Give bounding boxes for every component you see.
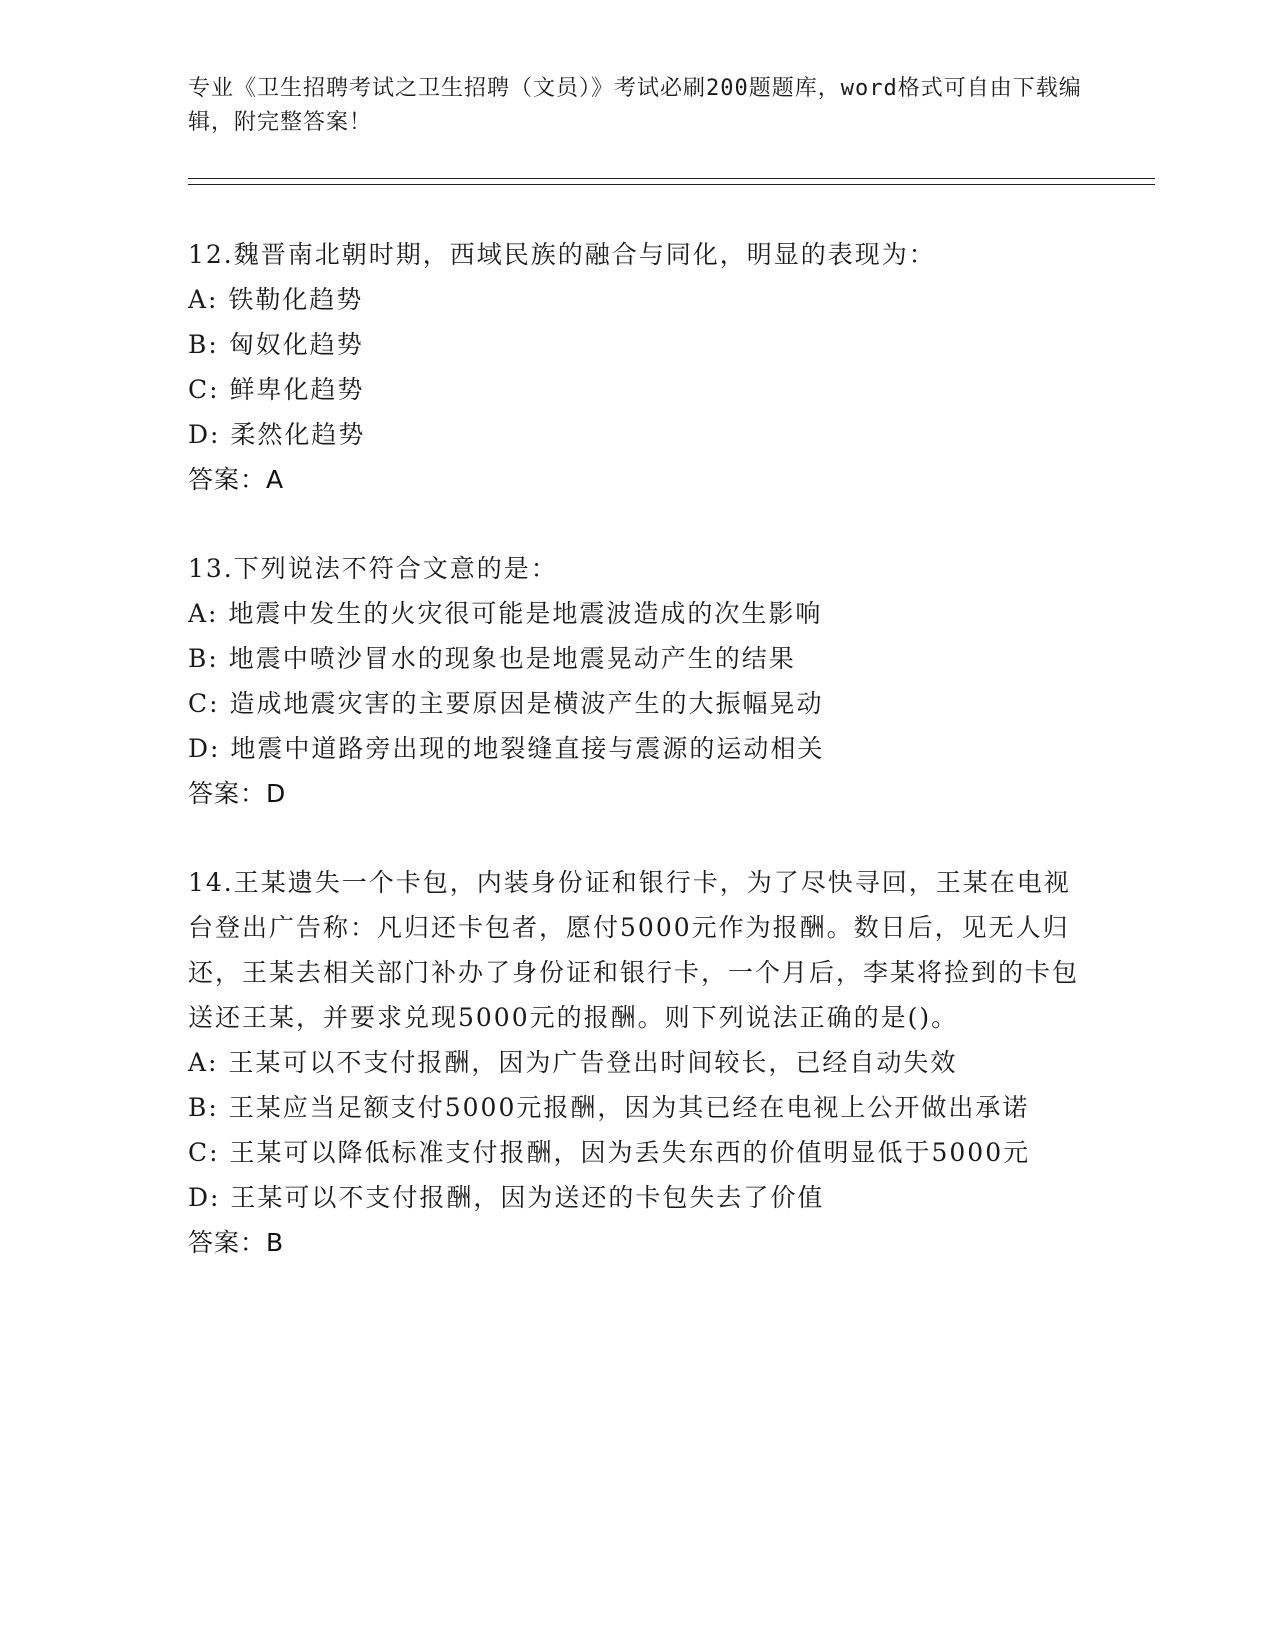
option-c: C: 鲜卑化趋势 — [188, 375, 365, 404]
option-c: C: 王某可以降低标准支付报酬，因为丢失东西的价值明显低于5000元 — [188, 1138, 1031, 1167]
answer-line: 答案：D — [188, 779, 287, 808]
question-list — [188, 232, 1088, 1309]
header-divider-top — [188, 178, 1155, 179]
option-d: D: 柔然化趋势 — [188, 420, 366, 449]
question-stem: 13.下列说法不符合文意的是： — [188, 554, 558, 583]
option-b: B: 王某应当足额支付5000元报酬，因为其已经在电视上公开做出承诺 — [188, 1093, 1030, 1122]
option-d: D: 王某可以不支付报酬，因为送还的卡包失去了价值 — [188, 1183, 825, 1212]
answer-line: 答案：B — [188, 1228, 285, 1257]
header-divider-bottom — [188, 184, 1155, 185]
option-b: B: 匈奴化趋势 — [188, 330, 364, 359]
question-14 — [188, 860, 1088, 1265]
question-13 — [188, 546, 1088, 816]
option-a: A: 铁勒化趋势 — [188, 285, 364, 314]
option-a: A: 王某可以不支付报酬，因为广告登出时间较长，已经自动失效 — [188, 1048, 958, 1077]
option-c: C: 造成地震灾害的主要原因是横波产生的大振幅晃动 — [188, 689, 824, 718]
question-stem: 14.王某遗失一个卡包，内装身份证和银行卡，为了尽快寻回，王某在电视台登出广告称：凡归还卡包者，愿付5000元作为报酬。数日后，见无人归还，王某去相关部门补办了身份证和银行卡，一个月后，李某将捡到的卡包送还王某，并要求兑现5000元的报酬。则下列说法正确的是()。 — [188, 868, 1080, 1032]
answer-line: 答案：A — [188, 465, 285, 494]
question-12 — [188, 232, 1088, 502]
document-header: 专业《卫生招聘考试之卫生招聘（文员）》考试必刷200题题库，word格式可自由下载编辑，附完整答案！ — [188, 76, 1082, 135]
option-b: B: 地震中喷沙冒水的现象也是地震晃动产生的结果 — [188, 644, 796, 673]
option-a: A: 地震中发生的火灾很可能是地震波造成的次生影响 — [188, 599, 823, 628]
question-stem: 12.魏晋南北朝时期，西域民族的融合与同化，明显的表现为： — [188, 240, 936, 269]
option-d: D: 地震中道路旁出现的地裂缝直接与震源的运动相关 — [188, 734, 825, 763]
